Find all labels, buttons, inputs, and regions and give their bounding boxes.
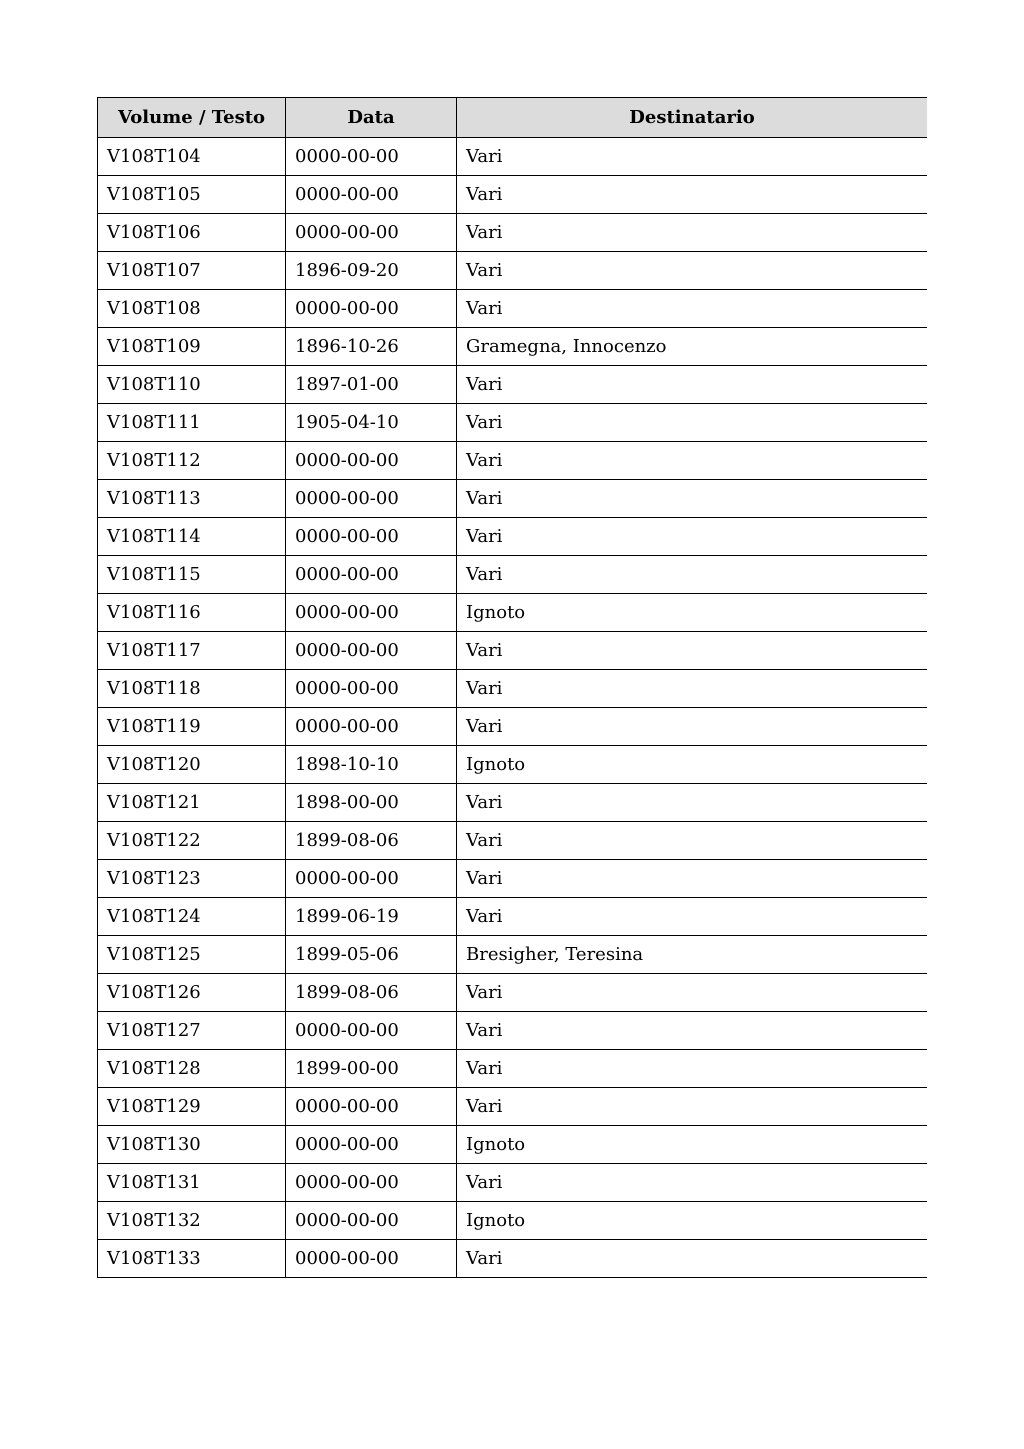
table-row	[98, 252, 928, 290]
records-table-container	[97, 97, 927, 1311]
cell-destinatario: Ignoto	[457, 1202, 928, 1240]
cell-destinatario: Vari	[457, 1088, 928, 1126]
cell-destinatario: Bresigher, Teresina	[457, 936, 928, 974]
cell-destinatario: Vari	[457, 1164, 928, 1202]
table-row	[98, 366, 928, 404]
cell-volume-testo: V108T122	[98, 822, 286, 860]
cell-data: 0000-00-00	[286, 1126, 457, 1164]
cell-data: 1898-00-00	[286, 784, 457, 822]
cell-volume-testo: V108T118	[98, 670, 286, 708]
cell-data: 0000-00-00	[286, 1240, 457, 1278]
cell-volume-testo: V108T108	[98, 290, 286, 328]
table-row	[98, 138, 928, 176]
table-row	[98, 784, 928, 822]
cell-volume-testo: V108T109	[98, 328, 286, 366]
table-row	[98, 1202, 928, 1240]
table-row	[98, 1240, 928, 1278]
records-table	[97, 97, 927, 1278]
cell-destinatario: Vari	[457, 404, 928, 442]
cell-data: 1896-10-26	[286, 328, 457, 366]
cell-volume-testo: V108T128	[98, 1050, 286, 1088]
cell-data: 0000-00-00	[286, 138, 457, 176]
cell-destinatario: Vari	[457, 138, 928, 176]
cell-data: 1897-01-00	[286, 366, 457, 404]
cell-volume-testo: V108T107	[98, 252, 286, 290]
column-header-volume-testo: Volume / Testo	[98, 98, 286, 138]
cell-data: 1899-05-06	[286, 936, 457, 974]
table-row	[98, 176, 928, 214]
cell-destinatario: Vari	[457, 784, 928, 822]
cell-data: 0000-00-00	[286, 518, 457, 556]
cell-volume-testo: V108T121	[98, 784, 286, 822]
table-row	[98, 822, 928, 860]
cell-data: 0000-00-00	[286, 480, 457, 518]
cell-destinatario: Vari	[457, 442, 928, 480]
table-row	[98, 442, 928, 480]
cell-data: 0000-00-00	[286, 556, 457, 594]
cell-destinatario: Vari	[457, 176, 928, 214]
table-row	[98, 860, 928, 898]
cell-volume-testo: V108T127	[98, 1012, 286, 1050]
cell-volume-testo: V108T131	[98, 1164, 286, 1202]
cell-destinatario: Vari	[457, 860, 928, 898]
cell-volume-testo: V108T124	[98, 898, 286, 936]
cell-volume-testo: V108T105	[98, 176, 286, 214]
cell-destinatario: Vari	[457, 632, 928, 670]
cell-destinatario: Vari	[457, 1240, 928, 1278]
table-row	[98, 518, 928, 556]
table-row	[98, 214, 928, 252]
cell-destinatario: Vari	[457, 214, 928, 252]
table-row	[98, 556, 928, 594]
table-row	[98, 1164, 928, 1202]
table-row	[98, 670, 928, 708]
table-row	[98, 974, 928, 1012]
cell-volume-testo: V108T116	[98, 594, 286, 632]
cell-volume-testo: V108T130	[98, 1126, 286, 1164]
cell-volume-testo: V108T123	[98, 860, 286, 898]
table-row	[98, 1050, 928, 1088]
cell-data: 1899-00-00	[286, 1050, 457, 1088]
cell-destinatario: Ignoto	[457, 746, 928, 784]
cell-destinatario: Vari	[457, 518, 928, 556]
cell-volume-testo: V108T126	[98, 974, 286, 1012]
cell-destinatario: Vari	[457, 670, 928, 708]
cell-volume-testo: V108T125	[98, 936, 286, 974]
table-row	[98, 1012, 928, 1050]
cell-destinatario: Vari	[457, 898, 928, 936]
cell-data: 1898-10-10	[286, 746, 457, 784]
cell-volume-testo: V108T117	[98, 632, 286, 670]
cell-destinatario: Vari	[457, 708, 928, 746]
cell-destinatario: Vari	[457, 290, 928, 328]
cell-volume-testo: V108T106	[98, 214, 286, 252]
table-header	[98, 98, 928, 138]
cell-destinatario: Vari	[457, 1050, 928, 1088]
cell-data: 0000-00-00	[286, 670, 457, 708]
cell-destinatario: Vari	[457, 366, 928, 404]
cell-volume-testo: V108T110	[98, 366, 286, 404]
cell-data: 0000-00-00	[286, 214, 457, 252]
table-row	[98, 1088, 928, 1126]
cell-destinatario: Gramegna, Innocenzo	[457, 328, 928, 366]
cell-volume-testo: V108T114	[98, 518, 286, 556]
column-header-destinatario: Destinatario	[457, 98, 928, 138]
cell-data: 1896-09-20	[286, 252, 457, 290]
table-row	[98, 936, 928, 974]
cell-destinatario: Vari	[457, 822, 928, 860]
table-row	[98, 328, 928, 366]
cell-data: 1905-04-10	[286, 404, 457, 442]
table-row	[98, 480, 928, 518]
cell-data: 0000-00-00	[286, 860, 457, 898]
cell-volume-testo: V108T111	[98, 404, 286, 442]
cell-destinatario: Vari	[457, 556, 928, 594]
cell-data: 0000-00-00	[286, 594, 457, 632]
cell-data: 0000-00-00	[286, 442, 457, 480]
table-row	[98, 594, 928, 632]
cell-data: 1899-08-06	[286, 822, 457, 860]
table-row	[98, 708, 928, 746]
cell-data: 1899-06-19	[286, 898, 457, 936]
cell-volume-testo: V108T120	[98, 746, 286, 784]
cell-destinatario: Ignoto	[457, 1126, 928, 1164]
cell-volume-testo: V108T119	[98, 708, 286, 746]
table-row	[98, 898, 928, 936]
cell-volume-testo: V108T112	[98, 442, 286, 480]
cell-destinatario: Vari	[457, 480, 928, 518]
table-row	[98, 632, 928, 670]
table-row	[98, 746, 928, 784]
cell-data: 0000-00-00	[286, 176, 457, 214]
cell-volume-testo: V108T113	[98, 480, 286, 518]
cell-data: 0000-00-00	[286, 632, 457, 670]
cell-volume-testo: V108T115	[98, 556, 286, 594]
cell-data: 0000-00-00	[286, 1164, 457, 1202]
cell-volume-testo: V108T132	[98, 1202, 286, 1240]
cell-destinatario: Vari	[457, 1012, 928, 1050]
cell-destinatario: Vari	[457, 974, 928, 1012]
cell-data: 0000-00-00	[286, 708, 457, 746]
cell-data: 1899-08-06	[286, 974, 457, 1012]
cell-data: 0000-00-00	[286, 1202, 457, 1240]
header-row	[98, 98, 928, 138]
cell-data: 0000-00-00	[286, 290, 457, 328]
cell-data: 0000-00-00	[286, 1088, 457, 1126]
table-row	[98, 1126, 928, 1164]
table-row	[98, 290, 928, 328]
table-row	[98, 404, 928, 442]
cell-volume-testo: V108T104	[98, 138, 286, 176]
cell-destinatario: Vari	[457, 252, 928, 290]
cell-volume-testo: V108T129	[98, 1088, 286, 1126]
column-header-data: Data	[286, 98, 457, 138]
table-body	[98, 138, 928, 1278]
cell-volume-testo: V108T133	[98, 1240, 286, 1278]
cell-data: 0000-00-00	[286, 1012, 457, 1050]
cell-destinatario: Ignoto	[457, 594, 928, 632]
